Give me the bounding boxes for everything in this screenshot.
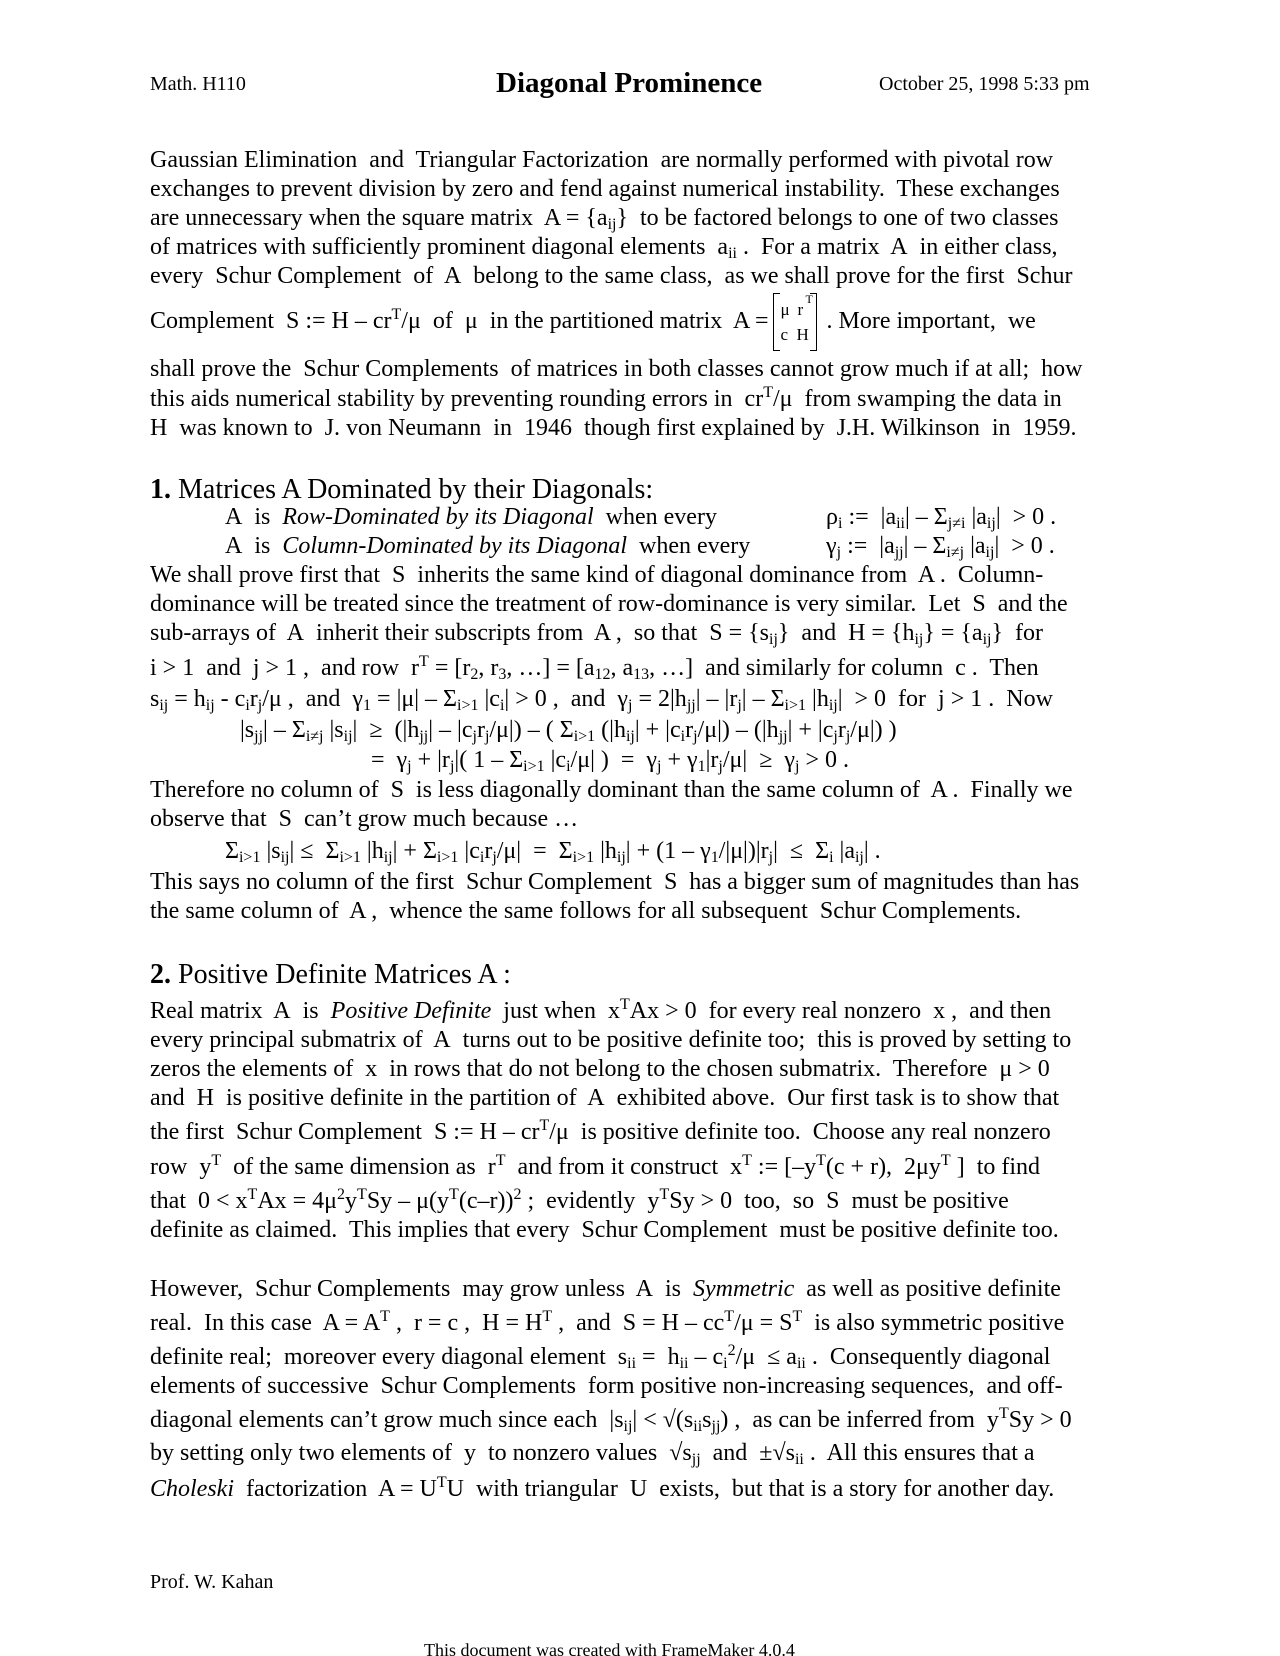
text-line-with-matrix: Complement S := H – $cr^T/\mu$ of μ in the partitioned matrix A = μ r T c H . More important, we <box>150 292 1036 351</box>
text-line: are unnecessary when the square matrix $A = \{a_{ij}\}$ to be factored belongs to one of two classes <box>150 205 1059 233</box>
equation-line: $|s_{jj}| - \Sigma_{i\ne j}$ $|s_{ij}| \ge (|h_{jj}| - |c_jr_j/\mu|)$ – ( $\Sigma_{i>1}$ $(|h_{ij}| + |c_ir_j/\mu|) - (|h_{jj}| + |c_jr_j/\mu|)$ ) <box>240 717 897 745</box>
matrix-cell: μ <box>780 300 790 320</box>
section-number: 2. <box>150 959 171 990</box>
text-line: the first Schur Complement S := H – $cr^T/\mu$ is positive definite too. Choose any real nonzero <box>150 1117 1051 1145</box>
text-line: that $0 < x^TAx = 4\mu^2y^TSy - \mu(y^T(c-r))^2$ ; evidently $y^TSy > 0$ too, so S must be positive <box>150 1186 1009 1214</box>
text-line: $s_{ij} = h_{ij} - c_ir_j/\mu$ , and $\gamma_1 = |\mu| - \Sigma_{i>1}$ $|c_i| > 0$ , and $\gamma_j = 2|h_{jj}| - |r_j| - \Sigma_{i>1}$ $|h_{ij}| > 0$ for j > 1 . Now <box>150 686 1053 714</box>
matrix-cell: H <box>796 325 809 345</box>
generator-note-wrapper <box>0 1640 1280 1656</box>
text-line: row $y^T$ of the same dimension as $r^T$ and from it construct $x^T$ := [$-y^T(c + r)$, $2\mu y^T$ ] to find <box>150 1152 1041 1180</box>
text-line: observe that S can’t grow much because … <box>150 806 579 832</box>
equation-line: = $\gamma_j + |r_j|$( $1 - \Sigma_{i>1}$ $|c_i/\mu|$ ) = $\gamma_j + \gamma_1|r_j/\mu| \ge \gamma_j > 0$ . <box>371 747 849 775</box>
text-line: However, Schur Complements may grow unless A is Symmetric as well as positive definite <box>150 1276 1061 1302</box>
text-line: zeros the elements of x in rows that do not belong to the chosen submatrix. Therefore μ > 0 <box>150 1056 1050 1082</box>
course-label: Math. H110 <box>150 73 246 95</box>
equation-line: $\Sigma_{i>1}$ $|s_{ij}| \le \Sigma_{i>1}$ $|h_{ij}| + \Sigma_{i>1}$ $|c_ir_j/\mu| = \Sigma_{i>1}$ $|h_{ij}| + (1 - \gamma_1/|\mu|)|r_j| \le \Sigma_i$ $|a_{ij}|$ . <box>225 838 881 866</box>
text-line: dominance will be treated since the treatment of row-dominance is very similar. Let S and the <box>150 591 1068 617</box>
text-line: every Schur Complement of A belong to the same class, as we shall prove for the first Schur <box>150 263 1073 289</box>
page-title: Diagonal Prominence <box>496 67 763 99</box>
text-line: exchanges to prevent division by zero and fend against numerical instability. These exchanges <box>150 176 1060 202</box>
definition-column-dominated: A is Column-Dominated by its Diagonal when every <box>225 533 751 559</box>
section-heading-2 <box>150 959 511 991</box>
text-line: This says no column of the first Schur Complement S has a bigger sum of magnitudes than has <box>150 869 1080 895</box>
text-line: by setting only two elements of y to nonzero values $√s_{jj}$ and $\pm√s_{ii}$ . All this ensures that a <box>150 1440 1035 1468</box>
text-line: this aids numerical stability by preventing rounding errors in $cr^T/\mu$ from swamping the data in <box>150 384 1062 412</box>
matrix-cell: T <box>805 292 813 307</box>
matrix-label: A = <box>732 308 769 334</box>
text-line: We shall prove first that S inherits the same kind of diagonal dominance from A . Column- <box>150 562 1044 588</box>
text-line: Real matrix A is Positive Definite just when $x^TAx > 0$ for every real nonzero x , and then <box>150 996 1052 1024</box>
partitioned-matrix <box>773 293 817 351</box>
text-line: definite as claimed. This implies that every Schur Complement must be positive definite too. <box>150 1217 1059 1243</box>
text-line: real. In this case $A = A^T$ , r = c , $H = H^T$ , and $S = H - cc^T/\mu = S^T$ is also symmetric positive <box>150 1308 1065 1336</box>
matrix-cell: c <box>780 325 789 345</box>
definition-row-dominated: A is Row-Dominated by its Diagonal when every <box>225 504 717 530</box>
text-line: sub-arrays of A inherit their subscripts from A , so that $S = \{s_{ij}\}$ and $H = \{h_{ij}\} = \{a_{ij}\}$ for <box>150 620 1043 648</box>
text-line: Therefore no column of S is less diagonally dominant than the same column of A . Finally we <box>150 777 1073 803</box>
text-line: elements of successive Schur Complements form positive non-increasing sequences, and off- <box>150 1373 1063 1399</box>
generator-note: This document was created with FrameMaker 4.0.4 <box>424 1640 795 1656</box>
section-heading-1 <box>150 474 653 506</box>
text-line: H was known to J. von Neumann in 1946 though first explained by J.H. Wilkinson in 1959. <box>150 415 1077 441</box>
section-number: 1. <box>150 474 171 505</box>
text-line: Gaussian Elimination and Triangular Factorization are normally performed with pivotal row <box>150 147 1054 173</box>
text-line: shall prove the Schur Complements of matrices in both classes cannot grow much if at all; how <box>150 356 1083 382</box>
formula-rho: $\rho_i$ := $|a_{ii}| - \Sigma_{j\ne i}$ $|a_{ij}| > 0$ . <box>826 504 1057 532</box>
author: Prof. W. Kahan <box>150 1571 274 1593</box>
text-line: the same column of A , whence the same follows for all subsequent Schur Complements. <box>150 898 1022 924</box>
text-line: i > 1 and j > 1 , and row $r^T = [r_2$, $r_3$, …] = [$a_{12}$, $a_{13}$, …] and similarly for column c . Then <box>150 653 1039 683</box>
text-line: of matrices with sufficiently prominent diagonal elements $a_{ii}$ . For a matrix A in either class, <box>150 234 1058 262</box>
section-title: Matrices A Dominated by their Diagonals: <box>178 474 654 505</box>
section-title: Positive Definite Matrices A : <box>178 959 511 990</box>
text-line: Choleski factorization $A = U^TU$ with triangular U exists, but that is a story for another day. <box>150 1474 1055 1502</box>
text-line: diagonal elements can’t grow much since each $|s_{ij}| < √(s_{ii}s_{jj})$ , as can be inferred from $y^TSy > 0$ <box>150 1405 1072 1435</box>
text-line: and H is positive definite in the partition of A exhibited above. Our first task is to show that <box>150 1085 1060 1111</box>
text-line: every principal submatrix of A turns out to be positive definite too; this is proved by setting to <box>150 1027 1072 1053</box>
matrix-cell: r <box>797 300 804 320</box>
formula-gamma: $\gamma_j$ := $|a_{jj}| - \Sigma_{i\ne j}$ $|a_{ij}| > 0$ . <box>826 533 1055 561</box>
document-date: October 25, 1998 5:33 pm <box>879 73 1090 95</box>
text-line: definite real; moreover every diagonal element $s_{ii} = h_{ii} - c_i^2/\mu \le a_{ii}$ . Consequently diagonal <box>150 1342 1051 1372</box>
